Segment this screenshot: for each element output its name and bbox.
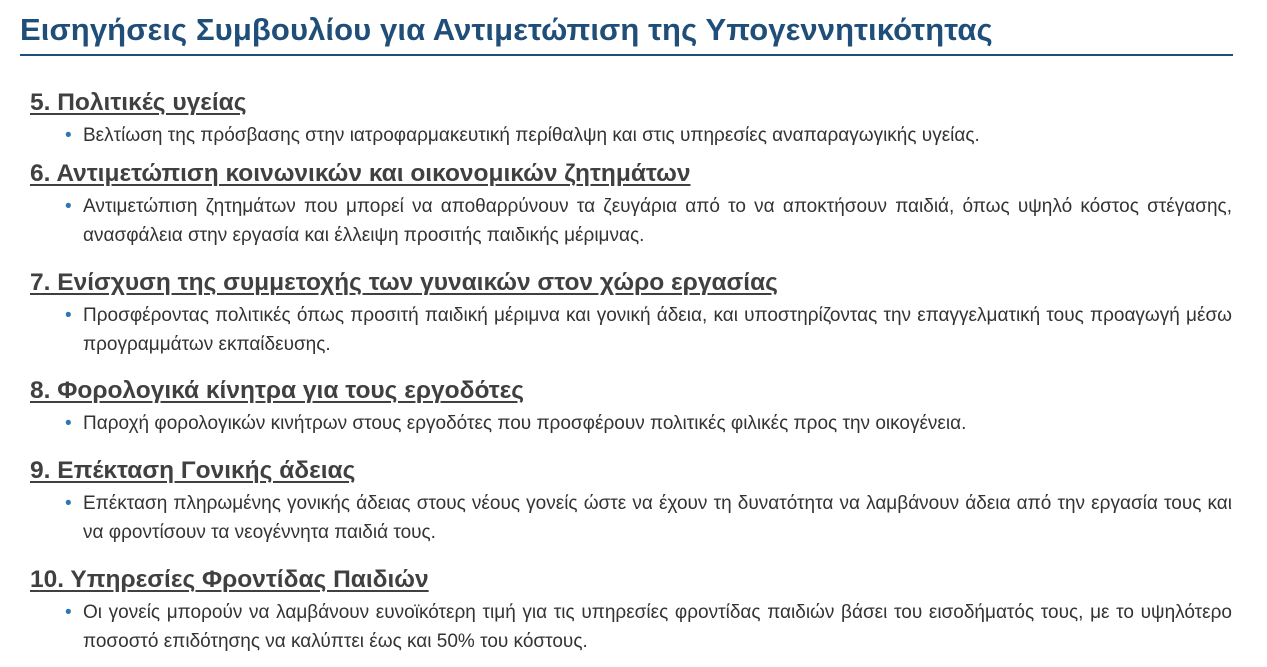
- section-tax-incentives: [30, 376, 1232, 438]
- list-item: [65, 301, 1232, 359]
- title-divider: [20, 54, 1233, 56]
- list-item: [65, 489, 1232, 547]
- list-item: [65, 409, 1232, 438]
- section-social-economic-issues: [30, 159, 1232, 250]
- section-text: Οι γονείς μπορούν να λαμβάνουν ευνοϊκότερη τιμή για τις υπηρεσίες φροντίδας παιδιών βάσει του εισοδήματός τους, με το υψηλότερο ποσοστό επιδότησης να καλύπτει έως και 50% του κόστους.: [83, 602, 1232, 652]
- section-text: Επέκταση πληρωμένης γονικής άδειας στους νέους γονείς ώστε να έχουν τη δυνατότητα να λαμβάνουν άδεια από την εργασία τους και να φροντίσουν τα νεογέννητα παιδιά τους.: [83, 493, 1232, 543]
- list-item: [65, 598, 1232, 656]
- section-childcare-services: [30, 565, 1232, 656]
- section-parental-leave: [30, 456, 1232, 547]
- section-heading: 6. Αντιμετώπιση κοινωνικών και οικονομικών ζητημάτων: [30, 160, 691, 187]
- bullet-icon: •: [65, 305, 72, 326]
- section-heading: 7. Ενίσχυση της συμμετοχής των γυναικών στον χώρο εργασίας: [30, 269, 778, 296]
- bullet-icon: •: [65, 196, 72, 217]
- bullet-icon: •: [65, 493, 72, 514]
- section-text: Προσφέροντας πολιτικές όπως προσιτή παιδική μέριμνα και γονική άδεια, και υποστηρίζοντας την επαγγελματική τους προαγωγή μέσω προγραμμάτων εκπαίδευσης.: [83, 305, 1232, 355]
- section-text: Παροχή φορολογικών κινήτρων στους εργοδότες που προσφέρουν πολιτικές φιλικές προς την οικογένεια.: [83, 413, 967, 434]
- list-item: [65, 192, 1232, 250]
- list-item: [65, 121, 1232, 150]
- section-text: Αντιμετώπιση ζητημάτων που μπορεί να αποθαρρύνουν τα ζευγάρια από το να αποκτήσουν παιδιά, όπως υψηλό κόστος στέγασης, ανασφάλεια στην εργασία και έλλειψη προσιτής παιδικής μέριμνας.: [83, 196, 1232, 246]
- section-heading: 10. Υπηρεσίες Φροντίδας Παιδιών: [30, 566, 429, 593]
- section-heading: 5. Πολιτικές υγείας: [30, 89, 247, 116]
- page-title: Εισηγήσεις Συμβουλίου για Αντιμετώπιση της Υπογεννητικότητας: [20, 12, 993, 47]
- section-text: Βελτίωση της πρόσβασης στην ιατροφαρμακευτική περίθαλψη και στις υπηρεσίες αναπαραγωγικής υγείας.: [83, 125, 980, 146]
- bullet-icon: •: [65, 413, 72, 434]
- bullet-icon: •: [65, 125, 72, 146]
- section-heading: 9. Επέκταση Γονικής άδειας: [30, 457, 356, 484]
- section-heading: 8. Φορολογικά κίνητρα για τους εργοδότες: [30, 377, 525, 404]
- section-women-workforce: [30, 268, 1232, 359]
- section-health-policies: [30, 88, 1232, 150]
- bullet-icon: •: [65, 602, 72, 623]
